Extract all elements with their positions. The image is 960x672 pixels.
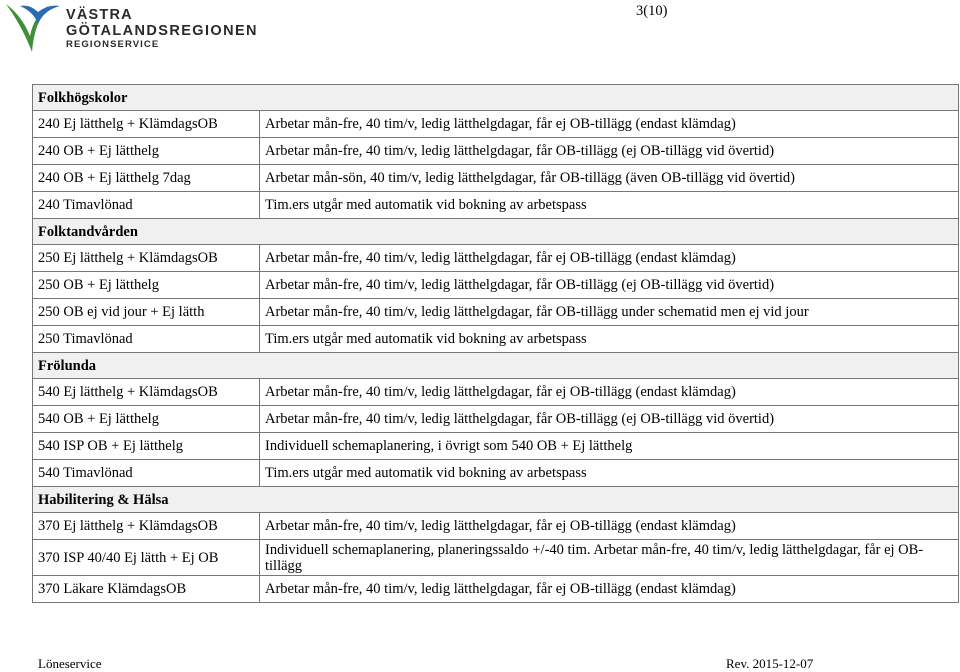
row-code: 240 OB + Ej lätthelg <box>33 138 260 165</box>
row-description: Tim.ers utgår med automatik vid bokning av arbetspass <box>260 460 959 487</box>
row-code: 250 Ej lätthelg + KlämdagsOB <box>33 245 260 272</box>
logo-line-1: VÄSTRA <box>66 7 133 23</box>
row-code: 240 Ej lätthelg + KlämdagsOB <box>33 111 260 138</box>
row-description: Individuell schemaplanering, planeringssaldo +/-40 tim. Arbetar mån-fre, 40 tim/v, ledig lätthelgdagar, får ej OB-tillägg <box>260 540 959 576</box>
page-number: 3(10) <box>636 3 668 19</box>
row-description: Arbetar mån-fre, 40 tim/v, ledig lätthelgdagar, får OB-tillägg (ej OB-tillägg vid övertid) <box>260 272 959 299</box>
table-row <box>33 111 959 138</box>
row-code: 370 ISP 40/40 Ej lätth + Ej OB <box>33 540 260 576</box>
table-row <box>33 138 959 165</box>
section-title: Folkhögskolor <box>33 85 959 111</box>
table-row <box>33 379 959 406</box>
row-description: Arbetar mån-fre, 40 tim/v, ledig lätthelgdagar, får ej OB-tillägg (endast klämdag) <box>260 245 959 272</box>
table-row <box>33 540 959 576</box>
row-code: 370 Läkare KlämdagsOB <box>33 576 260 603</box>
row-description: Arbetar mån-fre, 40 tim/v, ledig lätthelgdagar, får ej OB-tillägg (endast klämdag) <box>260 513 959 540</box>
table-row <box>33 326 959 353</box>
table-row <box>33 433 959 460</box>
row-description: Arbetar mån-sön, 40 tim/v, ledig lätthelgdagar, får OB-tillägg (även OB-tillägg vid övertid) <box>260 165 959 192</box>
row-code: 540 Timavlönad <box>33 460 260 487</box>
section-header <box>33 85 959 111</box>
table-row <box>33 576 959 603</box>
row-code: 250 OB ej vid jour + Ej lätth <box>33 299 260 326</box>
table-row <box>33 245 959 272</box>
row-code: 240 OB + Ej lätthelg 7dag <box>33 165 260 192</box>
section-header <box>33 487 959 513</box>
vgr-logo <box>4 2 264 54</box>
schedule-table <box>32 84 959 603</box>
row-code: 540 OB + Ej lätthelg <box>33 406 260 433</box>
table-row <box>33 299 959 326</box>
row-description: Arbetar mån-fre, 40 tim/v, ledig lätthelgdagar, får OB-tillägg (ej OB-tillägg vid övertid) <box>260 138 959 165</box>
footer-left: Löneservice <box>38 656 102 671</box>
section-header <box>33 219 959 245</box>
logo-line-2: GÖTALANDSREGIONEN <box>66 23 258 39</box>
row-code: 240 Timavlönad <box>33 192 260 219</box>
section-title: Folktandvården <box>33 219 959 245</box>
row-description: Arbetar mån-fre, 40 tim/v, ledig lätthelgdagar, får OB-tillägg under schematid men ej vid jour <box>260 299 959 326</box>
row-description: Individuell schemaplanering, i övrigt som 540 OB + Ej lätthelg <box>260 433 959 460</box>
table-row <box>33 192 959 219</box>
row-description: Tim.ers utgår med automatik vid bokning av arbetspass <box>260 192 959 219</box>
section-title: Frölunda <box>33 353 959 379</box>
row-code: 370 Ej lätthelg + KlämdagsOB <box>33 513 260 540</box>
table-row <box>33 460 959 487</box>
section-header <box>33 353 959 379</box>
row-code: 540 Ej lätthelg + KlämdagsOB <box>33 379 260 406</box>
section-title: Habilitering & Hälsa <box>33 487 959 513</box>
row-description: Arbetar mån-fre, 40 tim/v, ledig lätthelgdagar, får ej OB-tillägg (endast klämdag) <box>260 379 959 406</box>
footer-revision: Rev. 2015-12-07 <box>726 656 814 671</box>
logo-line-3: REGIONSERVICE <box>66 39 160 50</box>
row-description: Arbetar mån-fre, 40 tim/v, ledig lätthelgdagar, får ej OB-tillägg (endast klämdag) <box>260 111 959 138</box>
row-description: Arbetar mån-fre, 40 tim/v, ledig lätthelgdagar, får OB-tillägg (ej OB-tillägg vid övertid) <box>260 406 959 433</box>
vgr-emblem-icon <box>4 2 62 54</box>
row-description: Tim.ers utgår med automatik vid bokning av arbetspass <box>260 326 959 353</box>
row-description: Arbetar mån-fre, 40 tim/v, ledig lätthelgdagar, får ej OB-tillägg (endast klämdag) <box>260 576 959 603</box>
row-code: 250 Timavlönad <box>33 326 260 353</box>
row-code: 540 ISP OB + Ej lätthelg <box>33 433 260 460</box>
table-row <box>33 406 959 433</box>
table-row <box>33 513 959 540</box>
table-row <box>33 165 959 192</box>
table-row <box>33 272 959 299</box>
row-code: 250 OB + Ej lätthelg <box>33 272 260 299</box>
